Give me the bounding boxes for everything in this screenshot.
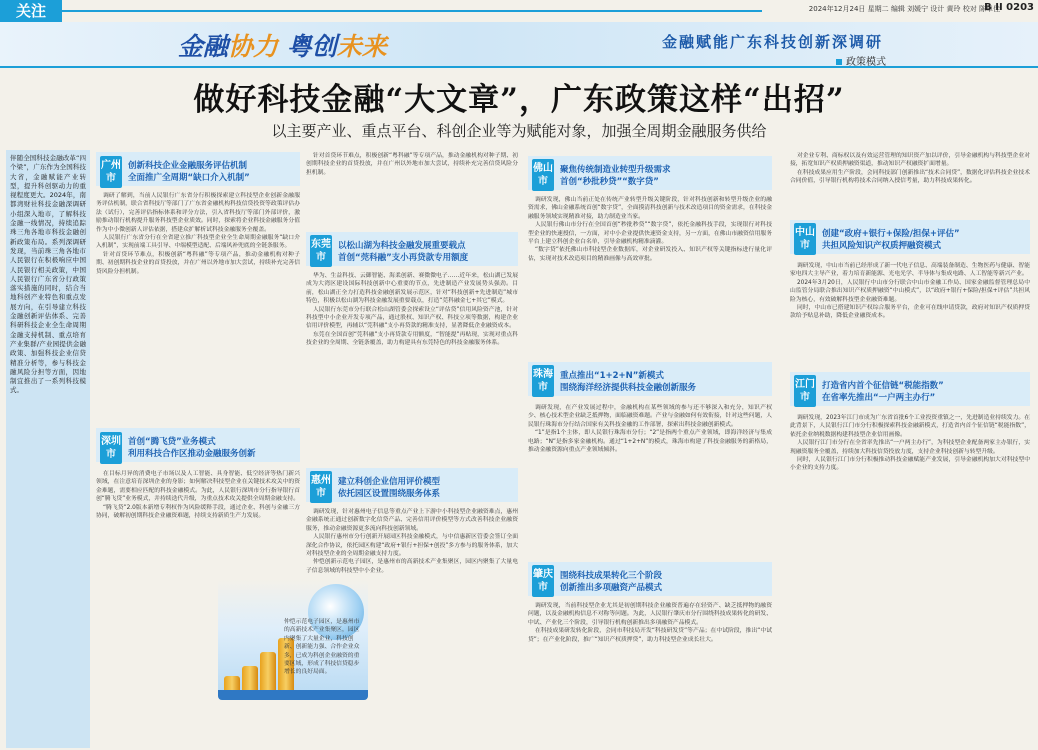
top-bar: [0, 0, 1038, 22]
jiangmen-paragraph: 同时，人民银行江门市分行积极推动科技金融赋能产业发展，引导金融机构加大对科技型中小企业的支持力度。: [790, 457, 1030, 472]
zhuhai-section-title: [560, 370, 766, 394]
illustration-caption: 仲恺示范电子园区，是惠州市的高新技术产业集聚区，园区内聚集了大量企业，科技创新、创新能力强、合作企业众多，已成为科创企业融资的重要区域，形成了科技信贷稳步增长的良好局面。: [284, 619, 360, 676]
dongguan-title-line1: 以松山湖为科技金融发展重要载点: [338, 241, 466, 251]
guangzhou-title-line1: 创新科技企业金融服务评估机制: [128, 161, 248, 171]
guangzhou-section-title: [128, 160, 298, 184]
headline: 做好科技金融“大文章”，广东政策这样“出招”: [193, 82, 845, 118]
city-badge-guangzhou: 广州市: [100, 156, 122, 188]
dongguan-section-title: [338, 240, 514, 264]
shenzhen-paragraph: 在目标月异的消费电子市场以及人工智能、具身智能、低空经济等热门新兴领域，在注意培育深圳企业的身影；如何解决科技型企业在关键技术攻关中的资金难题，需要相应匹配的科技金融模式。为此，人民银行深圳市分行指导银行首创“腾飞贷”业务模式，并持续迭代升级，为重点技术攻关提供全周期金融支持。: [96, 471, 300, 503]
zhongshan-title-line1: 创建“政府+银行+保险/担保+评估”: [822, 229, 960, 239]
shenzhen-section-title: [128, 436, 298, 460]
foshan-paragraph: 调研发现，佛山当前正处在传统产业转型升级关键阶段，针对科技创新和转型升级企业的融资需求，佛山金融系统首创“数字贷”，全面摸清科技创新与技术改造项目的资金需求，在科技金融服务领域实现精准对接，助力制造业当家。: [528, 197, 772, 220]
zhaoqing-paragraph: 调研发现，当前科技型企业尤其是初创期科技企业融资普遍存在轻资产、缺乏抵押物的融资问题，以及金融机构信息不对称等问题。为此，人民银行肇庆市分行围绕科技成果转化的研发、中试、产业化三个阶段，引导银行机构创新推出多项融资产品模式。: [528, 603, 772, 626]
section-tag: 关注: [0, 0, 62, 22]
huizhou-title-line2: 依托园区设置围绕服务体系: [338, 489, 441, 499]
foshan-section-title: [560, 164, 766, 188]
jiangmen-section-title: [822, 380, 1026, 404]
city-badge-huizhou: 惠州市: [310, 471, 332, 503]
foshan-title-line1: 聚焦传统制造业转型升级需求: [560, 165, 671, 175]
huizhou-paragraph: 人民银行惠州市分行创新开展园区科技金融模式，与中信惠新区管委会签订全面深化合作协议，依托园区构建“政府+银行+担保+创投”多方参与的服务体系，加大对科技型企业的全周期金融支持力度。: [306, 534, 518, 558]
guangzhou-paragraph: 调研了解到，当前人民银行广东省分行积极探索建立科技型企业创新金融服务评估机制，联合省科技厅等部门了广东省金融机构科技信贷投资等政策评估办法（试行），完善评估指标体系和评分方法，引入省科技厅等部门外部评价，激励推动银行机构提升服务科技型企业质效。同时，探索将企业科技金融服务分值作为中小微创新人评估依据，搭建众扩解析试科技金融服务全覆盖。: [96, 193, 300, 233]
banner-slogan-part1: 金融: [178, 32, 229, 61]
zhuhai-paragraph: 调研发现，在产业发展过程中，金融机构在某些领域的参与还不够深入和充分，知识产权少、核心技术型企业缺乏抵押物，面临融资难题。产业与金融如何有效衔接，针对这些问题，人民银行珠海市分行结合国家有关科技金融的工作部署，探索出科技金融创新模式。: [528, 405, 772, 428]
zhongshan-section-title: [822, 228, 1026, 252]
huizhou-section-title: [338, 476, 514, 500]
right-top-paragraph: 对企业专利、商标权以及有效运营管理的知识资产加以评价，引导金融机构与科技型企业对接，拓宽知识产权质押融资渠道，推动知识产权融资扩面增量。: [790, 153, 1030, 168]
banner-slogan-part3: 粤创: [286, 32, 337, 61]
huizhou-body: [306, 508, 518, 578]
dongguan-body: [306, 272, 518, 464]
city-badge-zhuhai: 珠海市: [532, 365, 554, 397]
foshan-paragraph: “数字贷”依托佛山市科技型企业数据库，对企业研发投入、知识产权等关键指标进行量化评估，实现对技术改造项目的精准画像与高效审批。: [528, 247, 772, 262]
guangzhou-paragraph: 人民银行广东省分行在全省建立推广科技型企业全生命周期金融服务“缺口介入机制”，实现前端工具引导、中端模型适配、后端风补兜底的全链条服务。: [96, 235, 300, 250]
city-badge-zhaoqing: 肇庆市: [532, 565, 554, 597]
jiangmen-title-line2: 在省率先推出“一户两主办行”: [822, 393, 936, 403]
zhaoqing-title-line2: 创新推出多项融资产品模式: [560, 583, 663, 593]
zhuhai-title-line2: 围绕海洋经济提供科技金融创新服务: [560, 383, 697, 393]
zhuhai-paragraph: “1”是指1个主体，即人民银行珠海市分行；“2”是指两个重点产业领域，即海洋经济与集成电路；“N”是指多家金融机构。通过“1+2+N”的模式，珠海市构建了科技金融服务的新格局，推动金融资源向重点产业领域倾斜。: [528, 430, 772, 454]
zhongshan-paragraph: 同时，中山市已搭建知识产权综合服务平台，企业可在线申请贷款，政府对知识产权质押贷款给予贴息补助，降低企业融资成本。: [790, 305, 1030, 320]
guangzhou-continued-paragraph: 针对首贷环节难点，积极创新“粤科融”等专项产品，推动金融机构对种子期、初创期科技企业的首贷投放，并在广州以外地市加大尝试，持续补充完善信贷风险分担机制。: [306, 153, 518, 176]
banner-series-title: 金融赋能广东科技创新深调研: [662, 33, 884, 51]
zhaoqing-title-line1: 围绕科技成果转化三个阶段: [560, 571, 663, 581]
foshan-body: [528, 196, 772, 360]
jiangmen-title-line1: 打造省内首个征信链“税能指数”: [822, 381, 944, 391]
city-badge-shenzhen: 深圳市: [100, 432, 122, 464]
city-badge-jiangmen: 江门市: [794, 375, 816, 407]
top-rule: [62, 10, 762, 12]
right-top-paragraph: 在科技成果应用生产阶段，会同科技部门创新推出“技术合同贷”，数据化评估科技企业技术合同价值，引导银行机构将技术合同纳入授信考量，助力科技成果转化。: [790, 169, 1030, 185]
huizhou-title-line1: 建立科创企业信用评价模型: [338, 477, 441, 487]
zhongshan-body: [790, 262, 1030, 366]
zhaoqing-section-title: [560, 570, 766, 594]
city-badge-zhongshan: 中山市: [794, 223, 816, 255]
banner-subtitle: 政策模式: [836, 53, 886, 68]
huizhou-paragraph: 仲恺创新示范电子园区，是惠州市的高新技术产业集聚区，园区内聚集了大量电子信息领域的科技型中小企业。: [306, 559, 518, 574]
city-badge-dongguan: 东莞市: [310, 235, 332, 267]
foshan-paragraph: 人民银行佛山市分行在全国首创“秒批秒贷”“数字贷”，依托金融科技手段，实现银行对科技型企业的快速授信，一方面，对中小企业提供快速资金支持，另一方面，在佛山市融资信用服务平台上建立科创企业白名单，引导金融机构精准滴灌。: [528, 222, 772, 246]
guangzhou-paragraph: 针对首贷环节难点，积极创新“粤科融”等专项产品，推动金融机构对种子期、初创期科技企业的首贷投放，并在广州以外地市加大尝试，持续补充完善信贷风险分担机制。: [96, 251, 300, 275]
subheadline: 以主要产业、重点平台、科创企业等为赋能对象，加强全周期金融服务供给: [271, 122, 767, 140]
guangzhou-body: [96, 192, 300, 420]
guangzhou-title-line2: 全面推广全周期“缺口介入机制”: [128, 173, 250, 183]
zhaoqing-paragraph: 在科技成果研发转化阶段，会同市科技局开发“科技研发贷”等产品；在中试阶段，推出“中试贷”；在产业化阶段，推广“知识产权质押贷”，助力科技型企业成长壮大。: [528, 628, 772, 643]
dongguan-paragraph: 人民银行东莞市分行联合松山湖管委会探索设立“评估贷”信用风险资产池，针对科技型中小企业开发专项产品，通过股权、知识产权、科技立项等数据，构建企业信用评价模型，再辅以“莞科融”支小再贷款的精准支持，显著降低企业融资成本。: [306, 306, 518, 330]
jiangmen-paragraph: 调研发现，2023年江门市成为广东省首批6个工业投资重镇之一，先进制造业持续发力。在此背景下，人民银行江门市分行积极探索科技金融新模式，打造省内首个征信链“税能指数”，依托企业纳税数据构建科技型企业信用画像。: [790, 415, 1030, 438]
page-number: B II 0203: [984, 2, 1034, 13]
dongguan-paragraph: 东莞在全国首创“莞科融”支小再贷款专用额度，“智能提”再贴现，实现对重点科技企业的全周期、全链条覆盖，助力构建具有东莞特色的科技金融服务体系。: [306, 331, 518, 347]
zhuhai-title-line1: 重点推出“1+2+N”新模式: [560, 371, 664, 381]
dongguan-paragraph: 华为、生益科技、云御智能、海柔创新、赛微微电子……近年来，松山湖已发展成为大湾区建设国际科技创新中心重要的节点，先进制造产业发展势头强劲。目前，松山湖正全力打造科技金融创新发展示范区，针对“科技创新+先进制造”城市特色，积极以松山湖为科技金融发展重要载点，打造“莞科融金七+其它”模式。: [306, 273, 518, 305]
zhuhai-body: [528, 404, 772, 554]
huizhou-paragraph: 调研发现，针对惠州电子信息等重点产业上下游中小科技型企业融资难点，惠州金融系统正通过创新数字化信贷产品、完善信用评价模型等方式改善科技企业融资服务，推动金融资源更多流向科技创新领域。: [306, 509, 518, 532]
dongguan-title-line2: 首创“莞科融”支小再贷款专用额度: [338, 253, 469, 263]
shenzhen-title-line1: 首创“腾飞贷”业务模式: [128, 437, 216, 447]
column5-top-body: [790, 152, 1030, 214]
lead-text: 伴随全国科技金融改革“四个梁”，广东作为全国科技大省，金融赋能产业转型，提升科创驱动力的重视程度更大。2024年，南都湾财社科技金融深调研小组深入地市，了解科技金融一线情况，持续追踪珠三角各地市科技金融创新政策布局。系列深调研发现，当前珠三角各地市人民银行在积极响应中国人民银行相关政策，中国人民银行广东省分行政策落实措施的同时，结合当地科创产业特色和重点发展方向，在引导建立科技金融创新评估体系、完善科研科技企业全生命周期金融支持机制、重点培育产业集群/产业园提供金融政策、加强科技企业信贷精准分析等，参与科技金融风险分担等方面，因地制宜推出了一系列科技模式。: [10, 154, 86, 395]
zhongshan-paragraph: 调研发现，中山市当前已经形成了新一代电子信息、高端装备制造、生物医药与健康、智能家电四大主导产业，着力培育新能源、光电光学、半导体与集成电路、人工智能等新兴产业。: [790, 263, 1030, 278]
shenzhen-paragraph: “腾飞贷”2.0版本新增专利权作为风险缓释手段，通过企业、科创与金融三方协同，破解初创期科技企业融资难题，持续支持新质生产力发展。: [96, 504, 300, 520]
dateline: 2024年12月24日 星期二 编辑 刘媛宁 设计 黄玲 校对 陈卓佳: [808, 5, 1000, 13]
illustration-base: [218, 690, 368, 700]
foshan-title-line2: 首创“秒批秒贷”“数字贷”: [560, 177, 659, 187]
lead-column: [6, 150, 90, 748]
shenzhen-title-line2: 利用科技合作区推动金融服务创新: [128, 449, 256, 459]
zhongshan-paragraph: 2024年3月20日，人民银行中山市分行联合中山市金融工作局、国家金融监督管理总局中山监管分局联合推出知识产权质押融资“中山模式”，以“政府+银行+保险/担保+评估”共担风险为核心，有效破解科技型企业融资难题。: [790, 279, 1030, 303]
banner-slogan-part2: 协力: [228, 32, 279, 61]
banner-slogan-part4: 未来: [336, 32, 387, 61]
jiangmen-paragraph: 人民银行江门市分行在全省率先推出“一户两主办行”，为科技型企业配备两家主办银行，实现融资服务全覆盖，持续加大科技信贷投放力度，支持企业科技创新与转型升级。: [790, 440, 1030, 455]
zhaoqing-body: [528, 602, 772, 746]
shenzhen-body: [96, 470, 300, 575]
jiangmen-body: [790, 414, 1030, 594]
banner-slogan: [178, 27, 387, 63]
city-badge-foshan: 佛山市: [532, 159, 554, 191]
column3-top-body: [306, 152, 518, 230]
zhongshan-title-line2: 共担风险知识产权质押融资模式: [822, 241, 942, 251]
